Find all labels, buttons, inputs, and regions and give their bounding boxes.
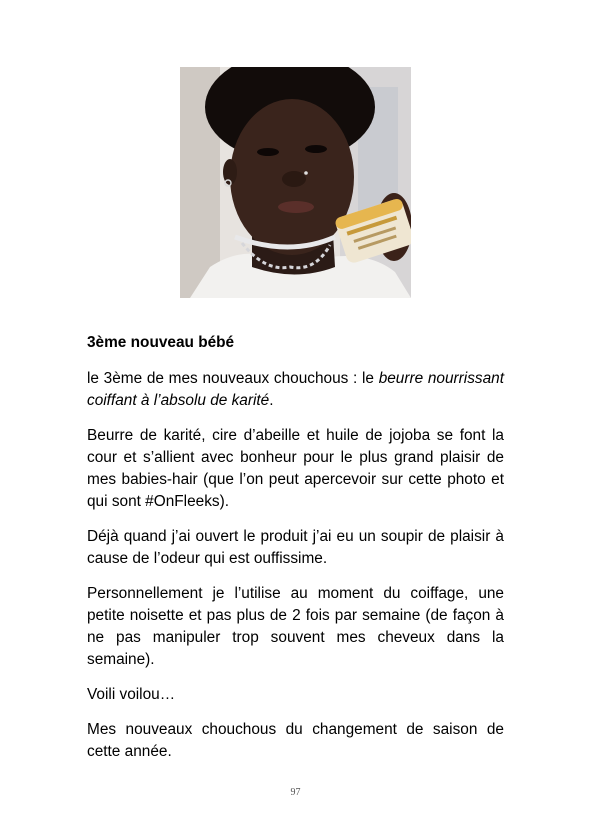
paragraph-usage: Personnellement je l’utilise au moment du coiffage, une petite noisette et pas plus de 2 fois par semaine (de façon à ne pas manipuler trop souvent mes cheveux dans la semaine). [87,585,504,668]
intro-period: . [269,392,274,409]
paragraph-intro [87,368,504,412]
intro-text: le 3ème de mes nouveaux chouchous : le [87,370,379,387]
paragraph-scent: Déjà quand j’ai ouvert le produit j’ai eu un soupir de plaisir à cause de l’odeur qui est ouffissime. [87,528,504,567]
section-heading: 3ème nouveau bébé [87,334,235,351]
paragraph-closing: Voili voilou… [87,686,176,703]
paragraph-summary: Mes nouveaux chouchous du changement de saison de cette année. [87,721,504,760]
product-name: beurre nourrissant coiffant à l’absolu de karité [87,370,505,409]
product-selfie-photo [180,67,411,298]
page-number: 97 [290,787,301,798]
paragraph-ingredients: Beurre de karité, cire d’abeille et huile de jojoba se font la cour et s’allient avec bonheur pour le plus grand plaisir de mes babies-hair (que l’on peut apercevoir sur cette photo et qui sont #OnFleeks). [87,427,504,510]
photo-illustration [180,67,411,298]
article-body [87,332,504,776]
